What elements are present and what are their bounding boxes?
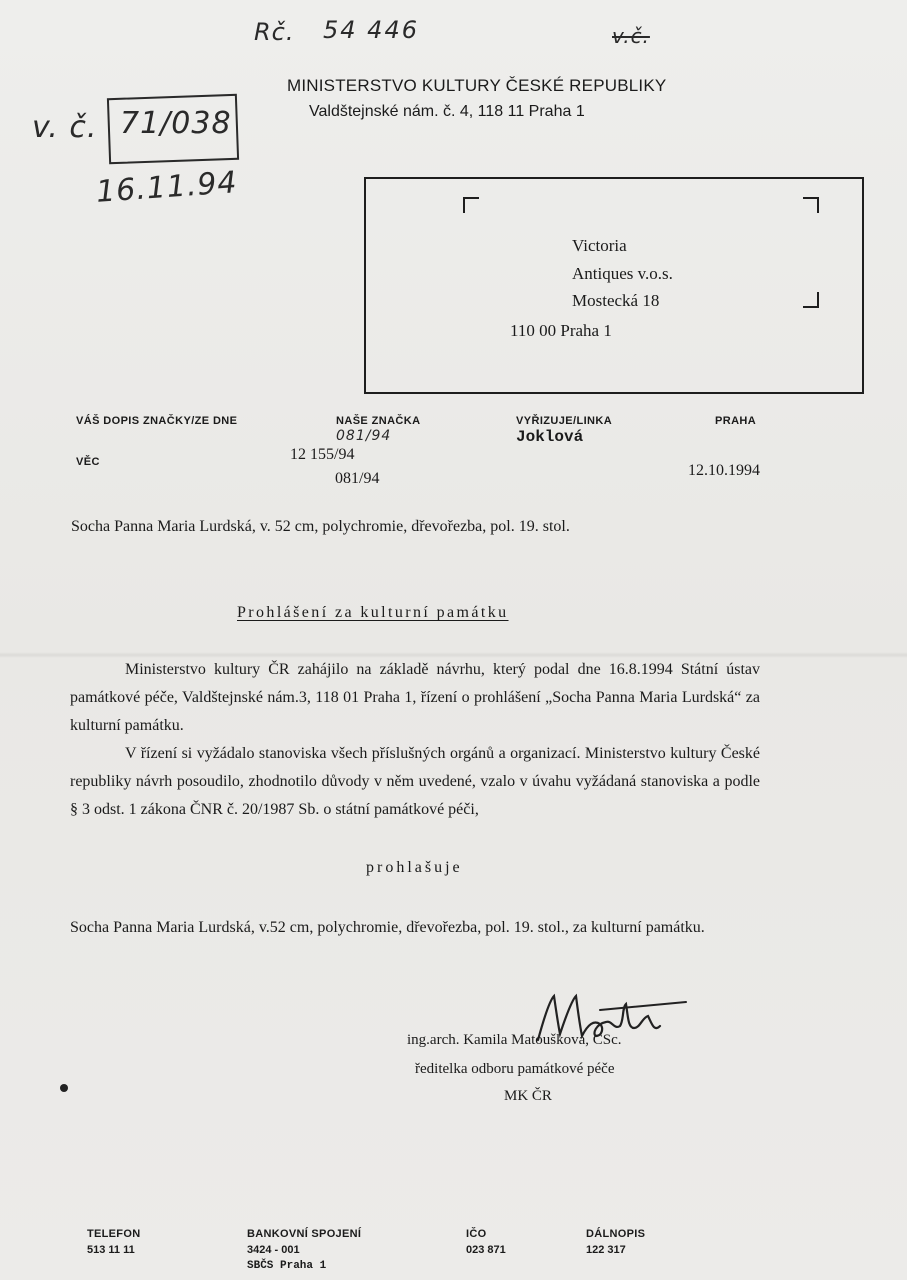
handwritten-rc-number: 54 446 — [323, 16, 419, 44]
signatory-name: ing.arch. Kamila Matoušková, CSc. — [407, 1032, 622, 1048]
punch-mark — [60, 1084, 68, 1092]
recipient-frame — [364, 177, 864, 394]
paragraph-2: V řízení si vyžádalo stanoviska všech příslušných orgánů a organizací. Ministerstvo kultury České republiky návrh posoudilo, zhodnotilo důvody v něm uvedené, vzalo v úvahu vyžádaná stanoviska a podle § 3 odst. 1 zákona ČNR č. 20/1987 Sb. o státní památkové péči, — [70, 745, 760, 818]
footer-telex-label: DÁLNOPIS — [586, 1228, 646, 1240]
our-ref-handwritten: 081/94 — [336, 428, 392, 444]
paragraph-1: Ministerstvo kultury ČR zahájilo na základě návrhu, který podal dne 16.8.1994 Státní ústav památkové péče, Valdštejnské nám.3, 118 01 Praha 1, řízení o prohlášení „Socha Panna Maria Lurdská“ za kulturní památku. — [70, 661, 760, 734]
handled-by-value: Joklová — [516, 428, 584, 446]
footer-phone-label: TELEFON — [87, 1228, 141, 1240]
ministry-address: Valdštejnské nám. č. 4, 118 11 Praha 1 — [309, 103, 585, 120]
our-ref-label: NAŠE ZNAČKA — [336, 415, 421, 427]
letter-date: 12.10.1994 — [688, 462, 760, 479]
recipient-line-1: Victoria — [572, 236, 627, 255]
signatory-department: MK ČR — [504, 1088, 552, 1104]
letter-subject: Socha Panna Maria Lurdská, v. 52 cm, polychromie, dřevořezba, pol. 19. stol. — [71, 518, 570, 535]
footer-bank-label: BANKOVNÍ SPOJENÍ — [247, 1228, 362, 1240]
handled-by-label: VYŘIZUJE/LINKA — [516, 415, 613, 427]
handwritten-vc-date: 16.11.94 — [94, 165, 239, 210]
footer-bank-name: SBČS Praha 1 — [247, 1260, 327, 1272]
corner-mark-top-right — [803, 197, 819, 213]
decision-text: Socha Panna Maria Lurdská, v.52 cm, polychromie, dřevořezba, pol. 19. stol., za kulturní památku. — [70, 919, 705, 936]
our-ref-value-2: 081/94 — [335, 470, 380, 487]
footer-phone-value: 513 11 11 — [87, 1244, 135, 1256]
place-label: PRAHA — [715, 415, 757, 427]
recipient-line-4: 110 00 Praha 1 — [510, 321, 612, 340]
handwritten-rc-label: Rč. — [254, 18, 295, 46]
ministry-name: MINISTERSTVO KULTURY ČESKÉ REPUBLIKY — [287, 76, 667, 95]
corner-mark-top-left — [463, 197, 479, 213]
signatory-role: ředitelka odboru památkové péče — [415, 1061, 615, 1077]
handwritten-struck-vc: v.č. — [612, 24, 650, 48]
our-ref-value: 12 155/94 — [290, 446, 355, 463]
corner-mark-bottom-right — [803, 292, 819, 308]
letter-title: Prohlášení za kulturní památku — [237, 604, 509, 621]
recipient-line-3: Mostecká 18 — [572, 291, 660, 310]
your-letter-label: VÁŠ DOPIS ZNAČKY/ZE DNE — [76, 415, 238, 427]
footer-bank-account: 3424 - 001 — [247, 1244, 300, 1256]
subject-label: VĚC — [76, 456, 100, 468]
declaration-word: prohlašuje — [366, 859, 463, 876]
handwritten-vc-number: 71/038 — [120, 106, 232, 141]
handwritten-vc-label: v. č. — [32, 110, 98, 145]
footer-ico-label: IČO — [466, 1228, 487, 1240]
footer-telex-value: 122 317 — [586, 1244, 626, 1256]
footer-ico-value: 023 871 — [466, 1244, 506, 1256]
recipient-line-2: Antiques v.o.s. — [572, 264, 673, 283]
